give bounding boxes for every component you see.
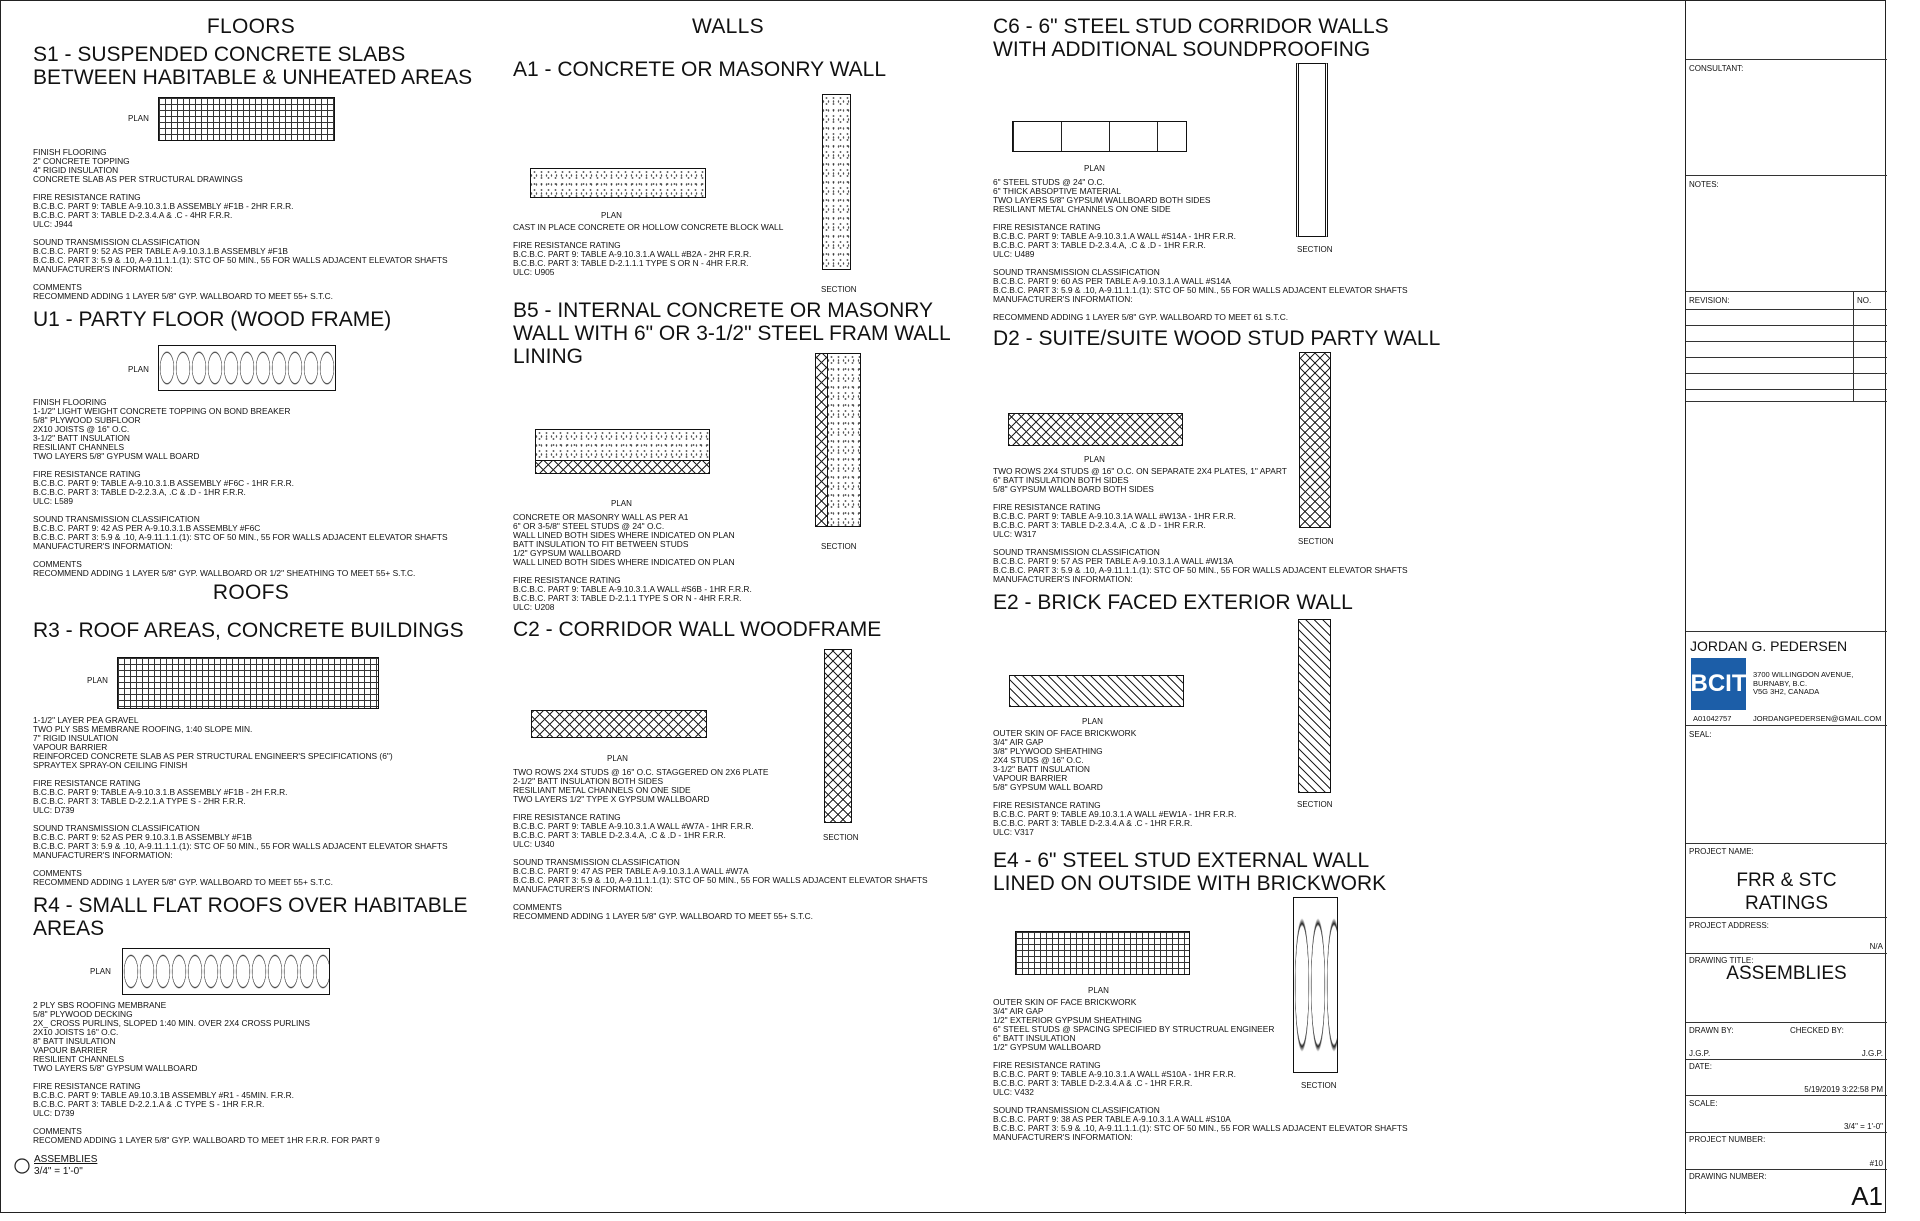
- school-address: 3700 WILLINGDON AVENUE, BURNABY, B.C. V5G 3H2, CANADA: [1753, 670, 1854, 696]
- author-name: JORDAN G. PEDERSEN: [1690, 638, 1848, 654]
- author-email: JORDANGPEDERSEN@GMAIL.COM: [1753, 714, 1882, 723]
- b5-section-lining: [815, 353, 828, 527]
- scale-label: SCALE:: [1689, 1099, 1718, 1108]
- r4-plan-label: PLAN: [90, 967, 111, 976]
- project-name: FRR & STC RATINGS: [1736, 870, 1837, 914]
- title-block: [1685, 1, 1887, 1214]
- a1-section-label: SECTION: [821, 285, 857, 294]
- e4-notes: OUTER SKIN OF FACE BRICKWORK 3/4" AIR GAP 1/2" EXTERIOR GYPSUM SHEATHING 6" STEEL STUDS @ SPACING SPECIFIED BY STRUCTRUAL ENGINEER 6" BATT INSULATION 1/2" GYPSUM WALLBOARD FIRE RESISTANCE RATING B.C.B.C. PART 9: TABLE A-9.10.3.1.A WALL #S10A - 1HR F.R.R. B.C.B.C. PART 3: TABLE D-2.3.4.A & .C - 1HR F.R.R. ULC: V432 SOUND TRANSMISSION CLASSIFICATION B.C.B.C. PART 9: 38 AS PER TABLE A-9.10.3.1.A WALL #S10A B.C.B.C. PART 3: 5.9 & .10, A-9.11.1.1.(1): STC OF 50 MIN., 55 FOR WALLS ADJACENT ELEVATOR SHAFTS MANUFACTURER'S INFORMATION:: [993, 997, 1408, 1142]
- project-number-label: PROJECT NUMBER:: [1689, 1135, 1766, 1144]
- c6-plan-label: PLAN: [1084, 164, 1105, 173]
- seal-label: SEAL:: [1689, 730, 1712, 739]
- drawn-by-label: DRAWN BY:: [1689, 1026, 1734, 1035]
- u1-title: U1 - PARTY FLOOR (WOOD FRAME): [33, 308, 392, 331]
- c2-section-label: SECTION: [823, 833, 859, 842]
- project-name-label: PROJECT NAME:: [1689, 847, 1754, 856]
- u1-plan-label: PLAN: [128, 365, 149, 374]
- drawing-title-label: DRAWING TITLE:: [1689, 956, 1754, 965]
- e2-notes: OUTER SKIN OF FACE BRICKWORK 3/4" AIR GAP 3/8" PLYWOOD SHEATHING 2X4 STUDS @ 16" O.C. 3-1/2" BATT INSULATION VAPOUR BARRIER 5/8" GYPSUM WALL BOARD FIRE RESISTANCE RATING B.C.B.C. PART 9: TABLE A9.10.3.1.A WALL #EW1A - 1HR F.R.R. B.C.B.C. PART 3: TABLE D-2.3.4.A & .C - 1HR F.R.R. ULC: V317: [993, 728, 1237, 837]
- drawing-number-label: DRAWING NUMBER:: [1689, 1172, 1767, 1181]
- e2-title: E2 - BRICK FACED EXTERIOR WALL: [993, 591, 1353, 614]
- roofs-header: ROOFS: [212, 581, 290, 604]
- project-number: #10: [1869, 1159, 1883, 1168]
- b5-notes: CONCRETE OR MASONRY WALL AS PER A1 6" OR 3-5/8" STEEL STUDS @ 24" O.C. WALL LINED BOTH SIDES WHERE INDICATED ON PLAN BATT INSULATION TO FIT BETWEEN STUDS 1/2" GYPSUM WALLBOARD WALL LINED BOTH SIDES WHERE INDICATED ON PLAN FIRE RESISTANCE RATING B.C.B.C. PART 9: TABLE A-9.10.3.1.A WALL #S6B - 1HR F.R.R. B.C.B.C. PART 3: TABLE D-2.1.1 TYPE S OR N - 4HR F.R.R. ULC: U208: [513, 512, 752, 612]
- student-id: A01042757: [1693, 714, 1732, 723]
- e4-title: E4 - 6" STEEL STUD EXTERNAL WALL LINED ON OUTSIDE WITH BRICKWORK: [993, 849, 1387, 895]
- c6-plan-diagram: [1012, 121, 1187, 152]
- bcit-logo: BCIT: [1691, 658, 1746, 710]
- e2-plan-diagram: [1009, 675, 1184, 707]
- view-title-name: ASSEMBLIES: [34, 1154, 98, 1165]
- checked-by-label: CHECKED BY:: [1790, 1026, 1844, 1035]
- e4-plan-label: PLAN: [1088, 986, 1109, 995]
- a1-plan-diagram: [530, 168, 706, 198]
- b5-plan-lining: [535, 460, 710, 474]
- d2-plan-label: PLAN: [1084, 455, 1105, 464]
- d2-title: D2 - SUITE/SUITE WOOD STUD PARTY WALL: [993, 327, 1441, 350]
- date-label: DATE:: [1689, 1062, 1712, 1071]
- drawing-number: A1: [1851, 1181, 1883, 1211]
- e2-plan-label: PLAN: [1082, 717, 1103, 726]
- revision-label: REVISION:: [1689, 296, 1730, 305]
- c6-notes: 6" STEEL STUDS @ 24" O.C. 6" THICK ABSOPTIVE MATERIAL TWO LAYERS 5/8" GYPSUM WALLBOARD BOTH SIDES RESILIANT METAL CHANNELS ON ONE SIDE FIRE RESISTANCE RATING B.C.B.C. PART 9: TABLE A-9.10.3.1.A WALL #S14A - 1HR F.R.R. B.C.B.C. PART 3: TABLE D-2.3.4.A, .C & .D - 1HR F.R.R. ULC: U489 SOUND TRANSMISSION CLASSIFICATION B.C.B.C. PART 9: 60 AS PER TABLE A-9.10.3.1.A WALL #S14A B.C.B.C. PART 3: 5.9 & .10, A-9.11.1.1.(1): STC OF 50 MIN., 55 FOR WALLS ADJACENT ELEVATOR SHAFTS MANUFACTURER'S INFORMATION: RECOMMEND ADDING 1 LAYER 5/8" GYP. WALLBOARD TO MEET 61 S.T.C.: [993, 177, 1408, 322]
- floors-header: FLOORS: [206, 15, 296, 38]
- project-address-label: PROJECT ADDRESS:: [1689, 921, 1769, 930]
- u1-notes: FINISH FLOORING 1-1/2" LIGHT WEIGHT CONCRETE TOPPING ON BOND BREAKER 5/8" PLYWOOD SUBFLOOR 2X10 JOISTS @ 16" O.C. 3-1/2" BATT INSULATION RESILIANT CHANNELS TWO LAYERS 5/8" GYPUSM WALL BOARD FIRE RESISTANCE RATING B.C.B.C. PART 9: TABLE A-9.10.3.1.B ASSEMBLY #F6C - 1HR F.R.R. B.C.B.C. PART 3: TABLE D-2.2.3.A, .C & .D - 1HR F.R.R. ULC: L589 SOUND TRANSMISSION CLASSIFICATION B.C.B.C. PART 9: 42 AS PER A-9.10.3.1.B ASSEMBLY #F6C B.C.B.C. PART 3: 5.9 & .10, A-9.11.1.1.(1): STC OF 50 MIN., 55 FOR WALLS ADJACENT ELEVATOR SHAFTS MANUFACTURER'S INFORMATION: COMMENTS RECOMMEND ADDING 1 LAYER 5/8" GYP. WALLBOARD OR 1/2" SHEATHING TO MEET 55+ S.T.C.: [33, 397, 448, 578]
- checked-by: J.G.P.: [1861, 1049, 1883, 1058]
- r4-plan-diagram: [122, 948, 330, 995]
- drawn-by: J.G.P.: [1689, 1049, 1711, 1058]
- consultant-label: CONSULTANT:: [1689, 64, 1744, 73]
- notes-label: NOTES:: [1689, 180, 1719, 189]
- view-title-marker: [13, 1157, 31, 1175]
- project-address: N/A: [1869, 942, 1883, 951]
- a1-notes: CAST IN PLACE CONCRETE OR HOLLOW CONCRETE BLOCK WALL FIRE RESISTANCE RATING B.C.B.C. PART 9: TABLE A-9.10.3.1.A WALL #B2A - 2HR F.R.R. B.C.B.C. PART 3: TABLE D-2.1.1.1 TYPE S OR N - 4HR F.R.R. ULC: U905: [513, 222, 784, 277]
- walls-header: WALLS: [692, 15, 764, 38]
- c6-title: C6 - 6" STEEL STUD CORRIDOR WALLS WITH ADDITIONAL SOUNDPROOFING: [993, 15, 1389, 61]
- b5-section-diagram: [827, 353, 861, 527]
- r3-title: R3 - ROOF AREAS, CONCRETE BUILDINGS: [33, 619, 464, 642]
- r3-plan-label: PLAN: [87, 676, 108, 685]
- d2-plan-diagram: [1008, 413, 1183, 446]
- e4-section-label: SECTION: [1301, 1081, 1337, 1090]
- s1-plan-label: PLAN: [128, 114, 149, 123]
- d2-notes: TWO ROWS 2X4 STUDS @ 16" O.C. ON SEPARATE 2X4 PLATES, 1" APART 6" BATT INSULATION BOTH SIDES 5/8" GYPSUM WALLBOARD BOTH SIDES FIRE RESISTANCE RATING B.C.B.C. PART 9: TABLE A-9.10.3.1A WALL #W13A - 1HR F.R.R. B.C.B.C. PART 3: TABLE D-2.3.4.A, .C & .D - 1HR F.R.R. ULC: W317 SOUND TRANSMISSION CLASSIFICATION B.C.B.C. PART 9: 57 AS PER TABLE A-9.10.3.1.A WALL #W13A B.C.B.C. PART 3: 5.9 & .10, A-9.11.1.1.(1): STC OF 50 MIN., 55 FOR WALLS ADJACENT ELEVATOR SHAFTS MANUFACTURER'S INFORMATION:: [993, 466, 1408, 584]
- view-title-scale: 3/4" = 1'-0": [34, 1166, 83, 1177]
- b5-title: B5 - INTERNAL CONCRETE OR MASONRY WALL WITH 6" OR 3-1/2" STEEL FRAM WALL LINING: [513, 299, 951, 368]
- d2-section-label: SECTION: [1298, 537, 1334, 546]
- r4-title: R4 - SMALL FLAT ROOFS OVER HABITABLE AREAS: [33, 894, 468, 940]
- drawing-title: ASSEMBLIES: [1726, 963, 1847, 984]
- c2-title: C2 - CORRIDOR WALL WOODFRAME: [513, 618, 882, 641]
- u1-plan-diagram: [158, 345, 336, 391]
- c2-notes: TWO ROWS 2X4 STUDS @ 16" O.C. STAGGERED ON 2X6 PLATE 2-1/2" BATT INSULATION BOTH SIDES RESILIANT METAL CHANNELS ON ONE SIDE TWO LAYERS 1/2" TYPE X GYPSUM WALLBOARD FIRE RESISTANCE RATING B.C.B.C. PART 9: TABLE A-9.10.3.1.A WALL #W7A - 1HR F.R.R. B.C.B.C. PART 3: TABLE D-2.3.4.A, .C & .D - 1HR F.R.R. ULC: U340 SOUND TRANSMISSION CLASSIFICATION B.C.B.C. PART 9: 47 AS PER TABLE A-9.10.3.1.A WALL #W7A B.C.B.C. PART 3: 5.9 & .10, A-9.11.1.1.(1): STC OF 50 MIN., 55 FOR WALLS ADJACENT ELEVATOR SHAFTS MANUFACTURER'S INFORMATION: COMMENTS RECOMMEND ADDING 1 LAYER 5/8" GYP. WALLBOARD TO MEET 55+ S.T.C.: [513, 767, 928, 921]
- e2-section-diagram: [1298, 619, 1331, 793]
- b5-plan-label: PLAN: [611, 499, 632, 508]
- s1-notes: FINISH FLOORING 2" CONCRETE TOPPING 4" RIGID INSULATION CONCRETE SLAB AS PER STRUCTURAL DRAWINGS FIRE RESISTANCE RATING B.C.B.C. PART 9: TABLE A-9.10.3.1.B ASSEMBLY #F1B - 2HR F.R.R. B.C.B.C. PART 3: TABLE D-2.3.4.A & .C - 4HR F.R.R. ULC: J944 SOUND TRANSMISSION CLASSIFICATION B.C.B.C. PART 9: 52 AS PER TABLE A-9.10.3.1.B ASSEMBLY #F1B B.C.B.C. PART 3: 5.9 & .10, A-9.11.1.1.(1): STC OF 50 MIN., 55 FOR WALLS ADJACENT ELEVATOR SHAFTS MANUFACTURER'S INFORMATION: COMMENTS RECOMMEND ADDING 1 LAYER 5/8" GYP. WALLBOARD TO MEET 55+ S.T.C.: [33, 147, 448, 301]
- r3-plan-diagram: [117, 657, 379, 709]
- s1-title: S1 - SUSPENDED CONCRETE SLABS BETWEEN HABITABLE & UNHEATED AREAS: [33, 43, 473, 89]
- a1-plan-label: PLAN: [601, 211, 622, 220]
- c6-section-label: SECTION: [1297, 245, 1333, 254]
- s1-plan-diagram: [158, 97, 335, 141]
- revision-no-label: NO.: [1857, 296, 1872, 305]
- b5-section-label: SECTION: [821, 542, 857, 551]
- a1-title: A1 - CONCRETE OR MASONRY WALL: [513, 58, 887, 81]
- scale-value: 3/4" = 1'-0": [1843, 1122, 1883, 1131]
- r4-notes: 2 PLY SBS ROOFING MEMBRANE 5/8" PLYWOOD DECKING 2X_ CROSS PURLINS, SLOPED 1:40 MIN. OVER 2X4 CROSS PURLINS 2X10 JOISTS 16" O.C. 8" BATT INSULATION VAPOUR BARRIER RESILIENT CHANNELS TWO LAYERS 5/8" GYPSUM WALLBOARD FIRE RESISTANCE RATING B.C.B.C. PART 9: TABLE A9.10.3.1B ASSEMBLY #R1 - 45MIN. F.R.R. B.C.B.C. PART 3: TABLE D-2.2.1.A & .C TYPE S - 1HR F.R.R. ULC: D739 COMMENTS RECOMEND ADDING 1 LAYER 5/8" GYP. WALLBOARD TO MEET 1HR F.R.R. FOR PART 9: [33, 1000, 380, 1145]
- e2-section-label: SECTION: [1297, 800, 1333, 809]
- a1-section-diagram: [822, 94, 851, 270]
- c2-plan-label: PLAN: [607, 754, 628, 763]
- r3-notes: 1-1/2" LAYER PEA GRAVEL TWO PLY SBS MEMBRANE ROOFING, 1:40 SLOPE MIN. 7" RIGID INSULATION VAPOUR BARRIER REINFORCED CONCRETE SLAB AS PER STRUCTURAL ENGINEER'S SPECIFICATIONS (6") SPRAYTEX SPRAY-ON CEILING FINISH FIRE RESISTANCE RATING B.C.B.C. PART 9: TABLE A-9.10.3.1.B ASSEMBLY #F1B - 2H F.R.R. B.C.B.C. PART 3: TABLE D-2.2.1.A TYPE S - 2HR F.R.R. ULC: D739 SOUND TRANSMISSION CLASSIFICATION B.C.B.C. PART 9: 52 AS PER 9.10.3.1.B ASSEMBLY #F1B B.C.B.C. PART 3: 5.9 & .10, A-9.11.1.1.(1): STC OF 50 MIN., 55 FOR WALLS ADJACENT ELEVATOR SHAFTS MANUFACTURER'S INFORMATION: COMMENTS RECOMMEND ADDING 1 LAYER 5/8" GYP. WALLBOARD TO MEET 55+ S.T.C.: [33, 715, 448, 887]
- e4-plan-diagram: [1015, 931, 1190, 975]
- date-value: 5/19/2019 3:22:58 PM: [1804, 1085, 1883, 1094]
- c2-plan-diagram: [531, 710, 707, 738]
